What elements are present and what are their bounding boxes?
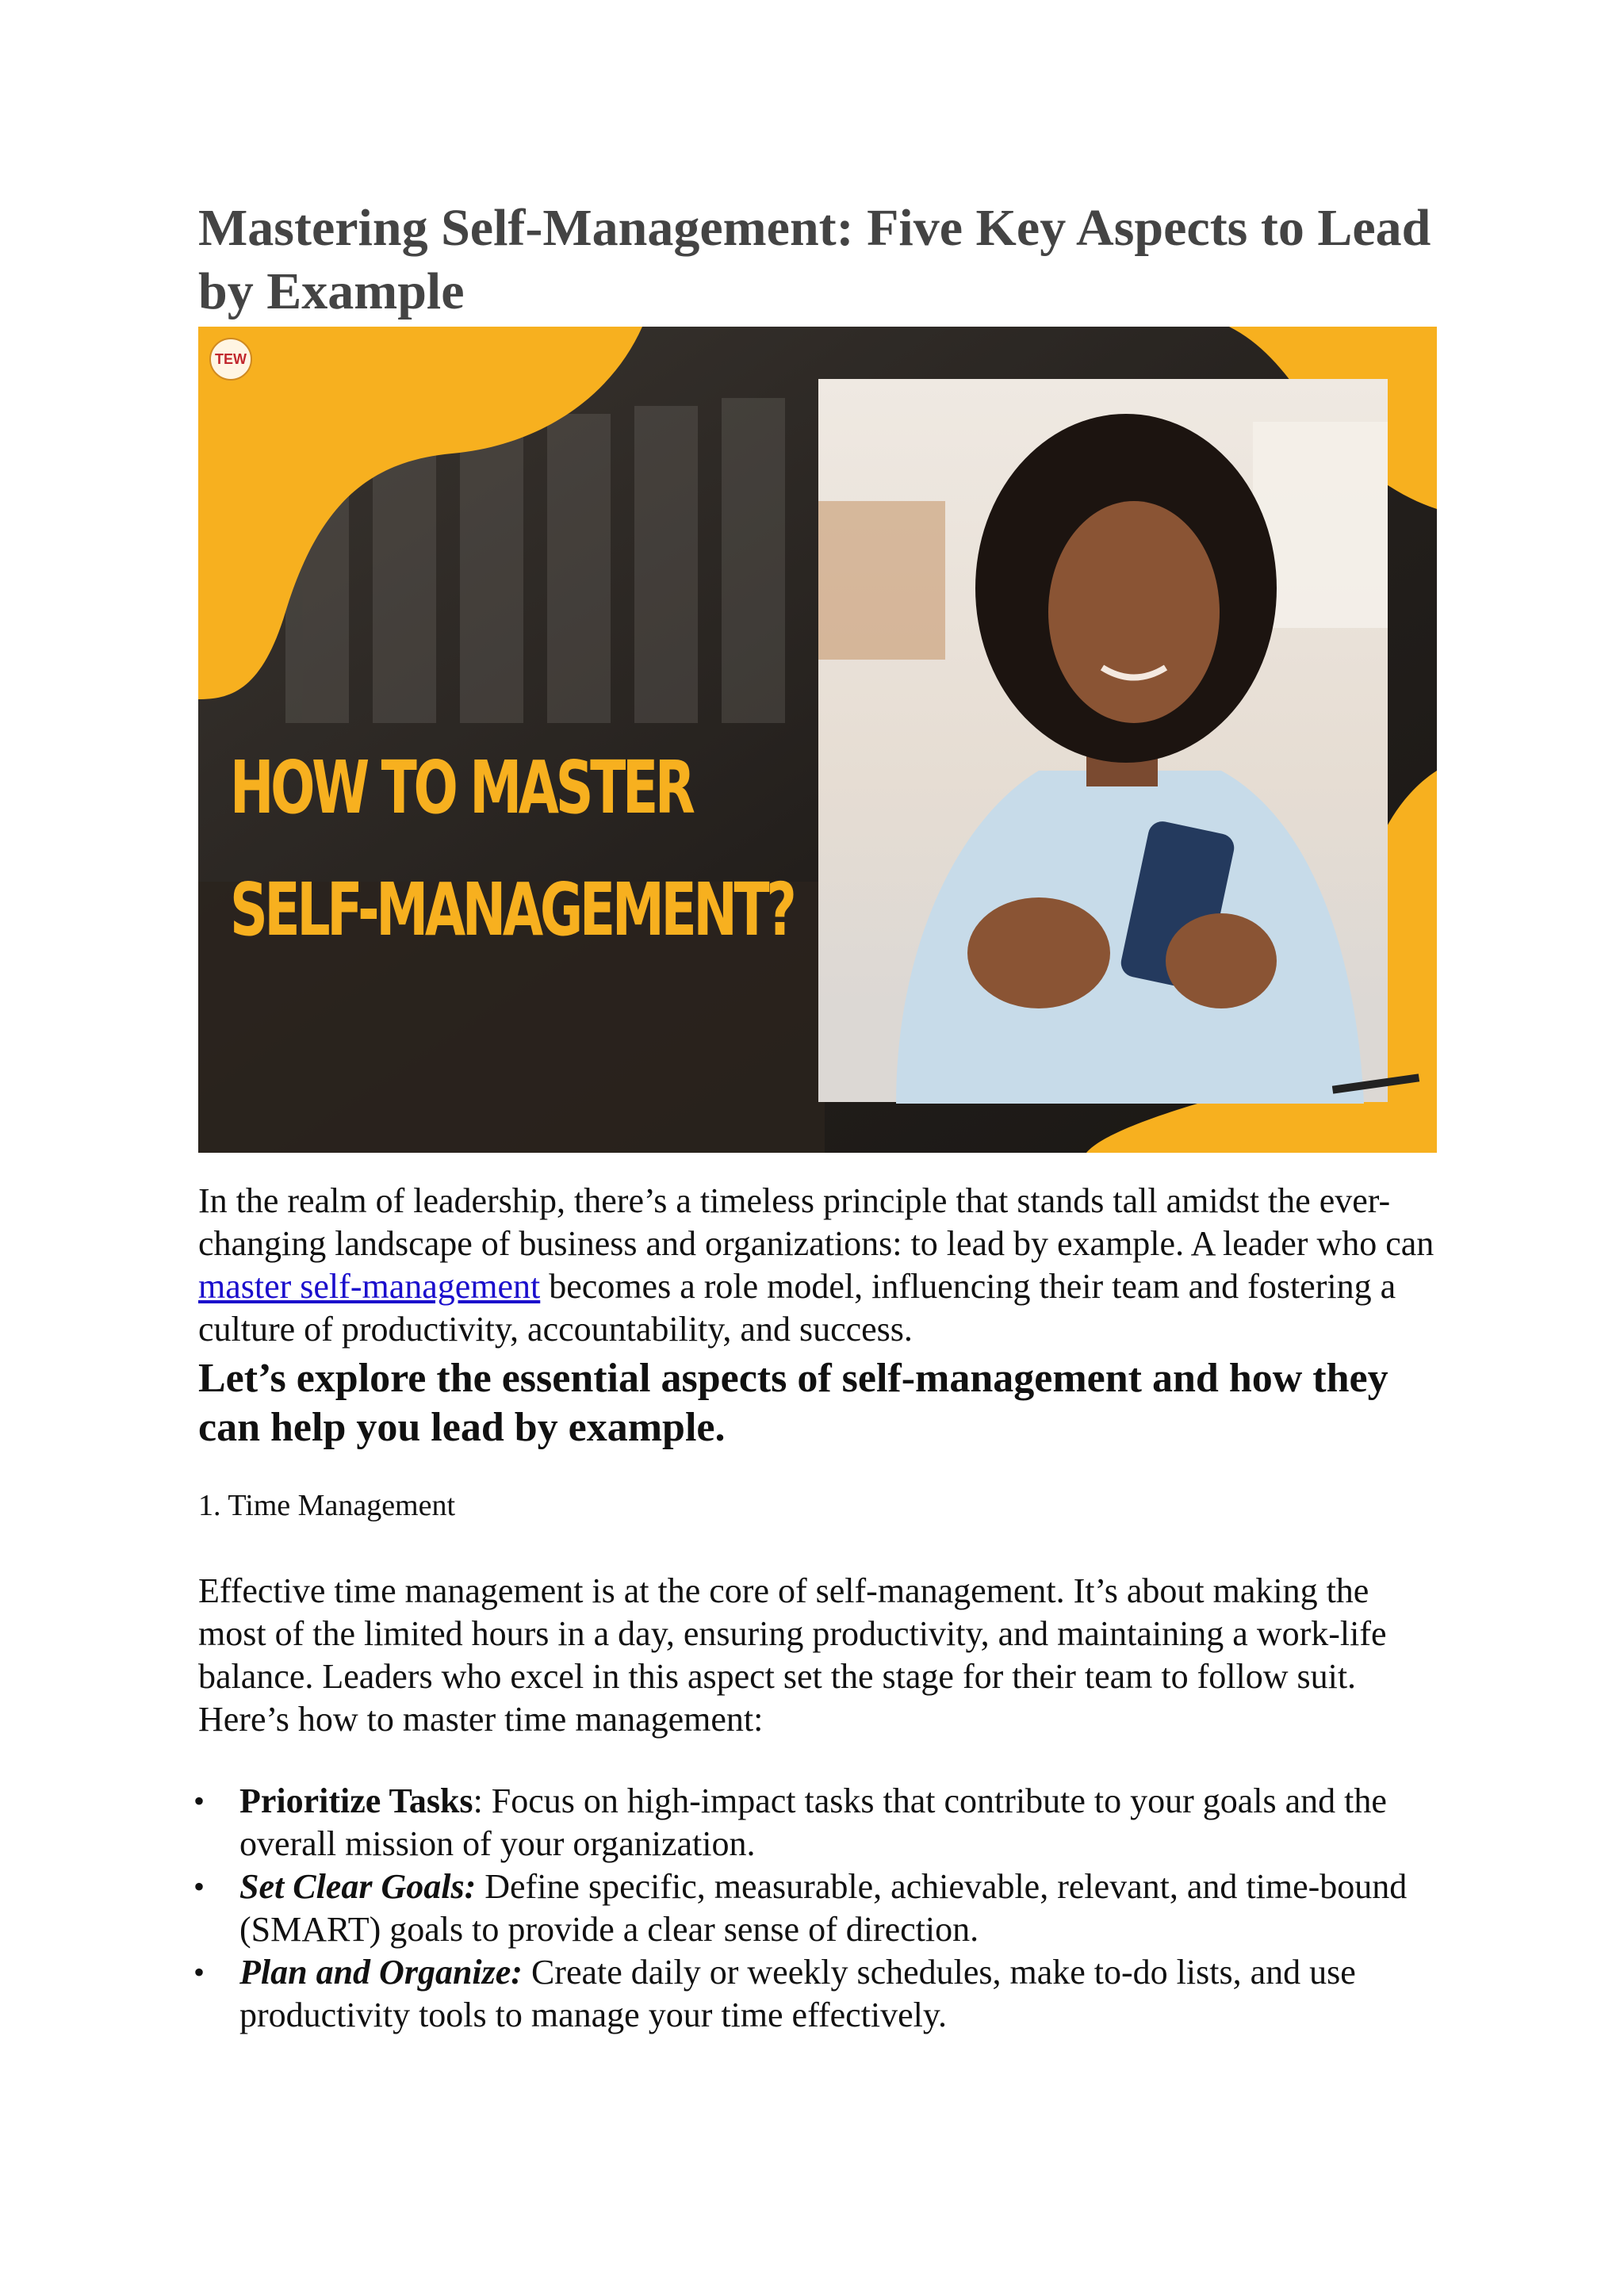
time-management-list — [193, 1780, 1435, 2037]
list-item-term: Prioritize Tasks — [239, 1781, 473, 1820]
list-item-text: : Focus on high-impact tasks that contribute to your goals and the overall mission of your organization. — [239, 1781, 1387, 1863]
list-item — [193, 1780, 1435, 1866]
master-self-management-link[interactable]: master self-management — [198, 1267, 541, 1306]
list-item — [193, 1951, 1435, 2037]
tew-logo: TEW — [209, 338, 252, 381]
hero-headline — [230, 727, 794, 971]
left-hand — [967, 897, 1110, 1008]
list-item — [193, 1866, 1435, 1951]
list-item-term: Plan and Organize: — [239, 1953, 523, 1992]
bullet-icon: • — [193, 1954, 205, 1990]
hero-headline-line2: SELF-MANAGEMENT? — [230, 867, 794, 952]
list-item-text: Define specific, measurable, achievable, relevant, and time-bound (SMART) goals to provide a clear sense of direction. — [239, 1867, 1408, 1949]
face — [1048, 501, 1220, 723]
intro-text-before-link: In the realm of leadership, there’s a timeless principle that stands tall amidst the ever-changing landscape of business and organizations: to lead by example. A leader who can — [198, 1181, 1434, 1263]
bullet-icon: • — [193, 1869, 205, 1904]
lead-heading: Let’s explore the essential aspects of self-management and how they can help you lead by example. — [198, 1356, 1388, 1450]
right-hand — [1166, 913, 1277, 1008]
intro-paragraph — [198, 1180, 1435, 1351]
section-heading-time-management: 1. Time Management — [198, 1489, 456, 1522]
article-title: Mastering Self-Management: Five Key Aspects to Lead by Example — [198, 199, 1431, 320]
list-item-text: Create daily or weekly schedules, make to-do lists, and use productivity tools to manage your time effectively. — [239, 1953, 1356, 2034]
time-management-paragraph: Effective time management is at the core of self-management. It’s about making the most of the limited hours in a day, ensuring productivity, and maintaining a work-life balance. Leaders who excel in this aspect set the stage for their team to follow suit. Here’s how to master time management: — [198, 1571, 1387, 1739]
list-item-term: Set Clear Goals: — [239, 1867, 477, 1906]
bullet-icon: • — [193, 1783, 205, 1819]
hero-image — [198, 327, 1437, 1153]
intro-text-after-link: becomes a role model, influencing their team and fostering a culture of productivity, accountability, and success. — [198, 1267, 1396, 1349]
hero-headline-line1: HOW TO MASTER — [230, 745, 692, 830]
